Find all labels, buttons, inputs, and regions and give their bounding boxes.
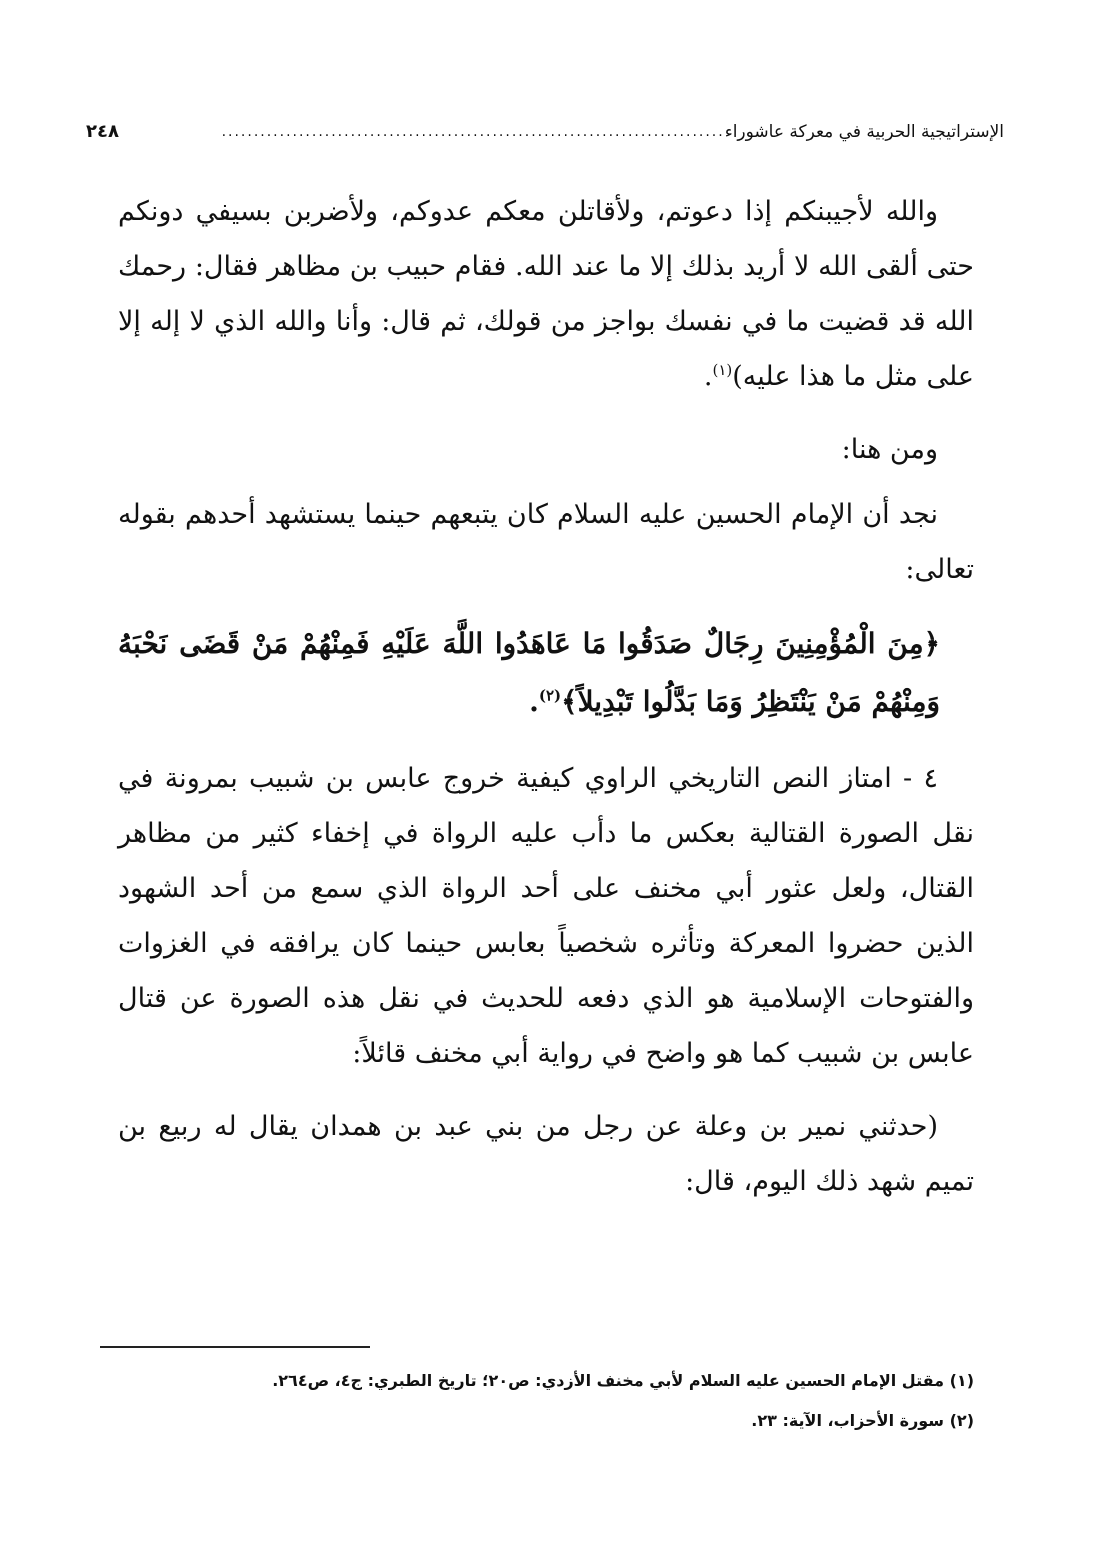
paragraph-point-4: ٤ - امتاز النص التاريخي الراوي كيفية خروج عابس بن شبيب بمرونة في نقل الصورة القتالية بعكس ما دأب عليه الرواة في إخفاء كثير من مظاهر القتال، ولعل عثور أبي مخنف على أحد الرواة الذي سمع من أحد الشهود الذين حضروا المعركة وتأثره شخصياً بعابس حينما كان يرافقه في الغزوات والفتوحات الإسلامية هو الذي دفعه للحديث في نقل هذه الصورة عن قتال عابس بن شبيب كما هو واضح في رواية أبي مخنف قائلاً: — [118, 763, 974, 1069]
quran-verse — [118, 615, 974, 731]
paragraph-from-here: ومن هنا: — [841, 434, 938, 465]
footnote-2: (٢) سورة الأحزاب، الآية: ٢٣. — [751, 1411, 974, 1430]
paragraph-narration: (حدثني نمير بن وعلة عن رجل من بني عبد بن همدان يقال له ربيع بن تميم شهد ذلك اليوم، قال: — [118, 1111, 974, 1197]
sentence-end: . — [703, 361, 713, 392]
page-number: ٢٤٨ — [86, 121, 119, 142]
footnote-ref-1[interactable]: (١) — [712, 361, 733, 379]
footnote-separator — [100, 1346, 370, 1348]
paragraph-quote-continuation — [118, 184, 974, 404]
paragraph-imam-hussein: نجد أن الإمام الحسين عليه السلام كان يتبعهم حينما يستشهد أحدهم بقوله تعالى: — [118, 499, 974, 585]
footnote-1: (١) مقتل الإمام الحسين عليه السلام لأبي مخنف الأزدي: ص٢٠؛ تاريخ الطبري: ج٤، ص٢٦٤. — [272, 1371, 974, 1390]
body-text — [118, 184, 974, 1227]
footnotes — [74, 1362, 974, 1442]
book-title: الإستراتيجية الحربية في معركة عاشوراء — [724, 122, 1004, 142]
running-header — [82, 118, 1006, 146]
verse-end: . — [529, 685, 539, 718]
verse-text: ﴿مِنَ الْمُؤْمِنِينَ رِجَالٌ صَدَقُوا مَا عَاهَدُوا اللَّهَ عَلَيْهِ فَمِنْهُمْ مَنْ قَضَى نَحْبَهُ وَمِنْهُمْ مَنْ يَنْتَظِرُ وَمَا بَدَّلُوا تَبْدِيلاً﴾ — [118, 627, 940, 718]
header-dot-leader: .............................................................................. — [221, 124, 725, 140]
footnote-ref-2[interactable]: (٢) — [538, 686, 562, 705]
paragraph-text: والله لأجيبنكم إذا دعوتم، ولأقاتلن معكم عدوكم، ولأضربن بسيفي دونكم حتى ألقى الله لا أريد بذلك إلا ما عند الله. فقام حبيب بن مظاهر فقال: رحمك الله قد قضيت ما في نفسك بواجز من قولك، ثم قال: وأنا والله الذي لا إله إلا على مثل ما هذا عليه) — [118, 196, 974, 392]
